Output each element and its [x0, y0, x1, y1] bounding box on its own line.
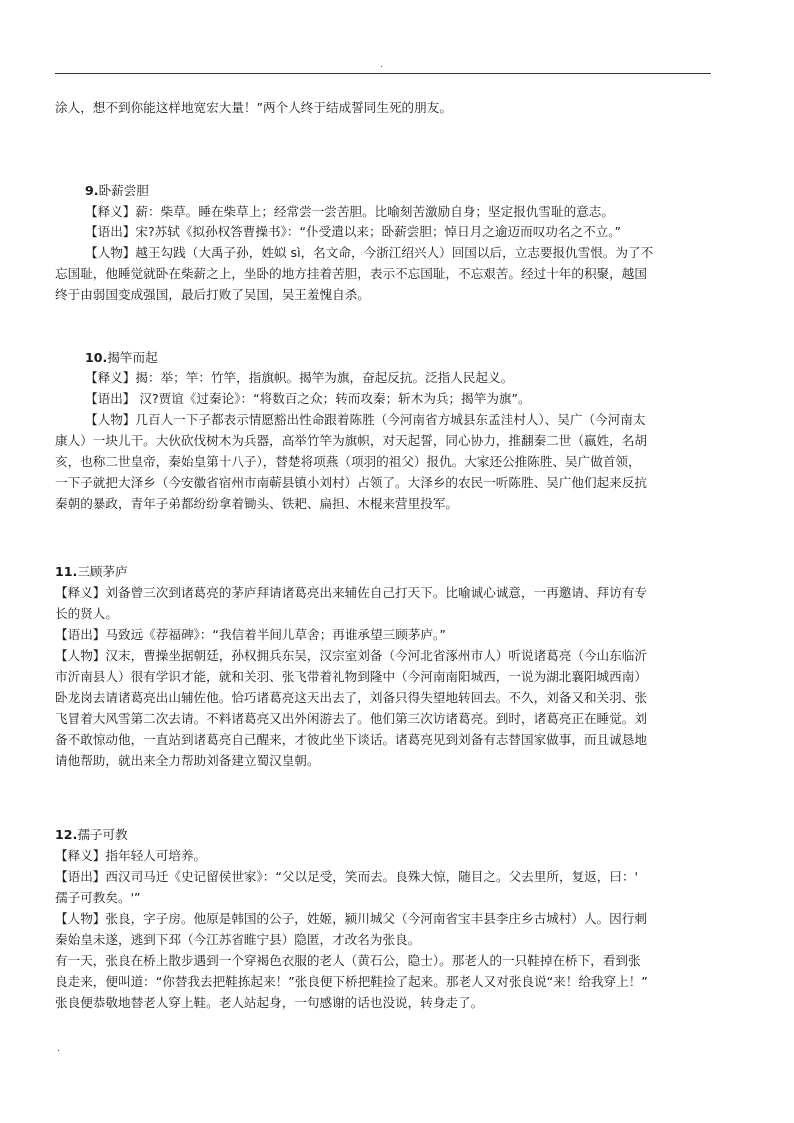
story-line: 有一天，张良在桥上散步遇到一个穿褐色衣服的老人（黄石公，隐士）。那老人的一只鞋掉在桥下，看到张	[55, 953, 641, 968]
story-line: 【人物】汉末，曹操坐据朝廷，孙权拥兵东吴，汉宗室刘备（今河北省涿州市人）听说诸葛亮（今山东临沂	[55, 648, 647, 663]
story-line: 【人物】张良，字子房。他原是韩国的公子，姓姬，颍川城父（今河南省宝丰县李庄乡古城村）人。因行刺	[55, 911, 647, 926]
story-line: 良走来，便叫道：“你替我去把鞋拣起来！”张良便下桥把鞋捡了起来。那老人又对张良说“来！给我穿上！”	[55, 974, 648, 989]
story-line: 市沂南县人）很有学识才能，就和关羽、张飞带着礼物到隆中（今河南南阳城西，一说为湖北襄阳城西南）	[55, 669, 647, 684]
section-title: 孺子可教	[77, 827, 128, 842]
story-line: 忘国耻，他睡觉就卧在柴薪之上，坐卧的地方挂着苦胆，表示不忘国耻，不忘艰苦。经过十年的积聚，越国	[55, 266, 647, 281]
section-title: 揭竿而起	[107, 350, 158, 365]
source-line: 【语出】 汉?贾谊《过秦论》：“将数百之众；转而攻秦；斩木为兵；揭竿为旗”。	[85, 391, 531, 406]
section-heading-9	[85, 182, 149, 200]
section-heading-11	[55, 563, 128, 581]
section-title: 卧薪尝胆	[98, 183, 149, 198]
story-line: 飞冒着大风雪第二次去请。不料诸葛亮又出外闲游去了。他们第三次访诸葛亮。到时，诸葛亮正在睡觉。刘	[55, 711, 647, 726]
source-line: 【语出】宋?苏轼《拟孙权答曹操书》：“仆受遣以来；卧薪尝胆；悼日月之逾迈而叹功名之不立。”	[85, 224, 622, 239]
source-line: 孺子可教矣。'”	[55, 890, 141, 905]
story-line: 秦朝的暴政，青年子弟都纷纷拿着锄头、铁耙、扁担、木棍来营里投军。	[55, 496, 458, 511]
section-number: 9.	[85, 183, 99, 198]
header-rule	[55, 73, 711, 74]
section-number: 10.	[85, 350, 108, 365]
story-line: 【人物】几百人一下子都表示情愿豁出性命跟着陈胜（今河南省方城县东孟洼村人）、吴广（今河南太	[85, 412, 646, 427]
section-title: 三顾茅庐	[77, 564, 128, 579]
definition-line: 【释义】刘备曾三次到诸葛亮的茅庐拜请诸葛亮出来辅佐自己打天下。比喻诚心诚意，一再邀请、拜访有专	[55, 585, 647, 600]
story-line: 张良便恭敬地替老人穿上鞋。老人站起身，一句感谢的话也没说，转身走了。	[55, 995, 484, 1010]
story-line: 秦始皇未遂，逃到下邳（今江苏省睢宁县）隐匿，才改名为张良。	[55, 932, 421, 947]
section-heading-12	[55, 826, 128, 844]
footer-dot: .	[57, 1043, 61, 1054]
paragraph-continuation: 涂人，想不到你能这样地宽宏大量！”两个人终于结成誓同生死的朋友。	[55, 100, 452, 115]
definition-line: 长的贤人。	[55, 606, 118, 621]
section-number: 12.	[55, 827, 78, 842]
header-dot: .	[380, 59, 384, 70]
story-line: 终于由弱国变成强国，最后打败了吴国，吴王羞愧自杀。	[55, 287, 370, 302]
story-line: 备不敢惊动他，一直站到诸葛亮自己醒来，才彼此坐下谈话。诸葛亮见到刘备有志替国家做事，而且诚恳地	[55, 732, 647, 747]
section-number: 11.	[55, 564, 78, 579]
story-line: 一下子就把大泽乡（今安徽省宿州市南蕲县镇小刘村）占领了。大泽乡的农民一听陈胜、吴广他们起来反抗	[55, 475, 647, 490]
source-line: 【语出】西汉司马迁《史记留侯世家》：“父以足受，笑而去。良殊大惊，随目之。父去里所，复返，曰：'	[55, 869, 638, 884]
definition-line: 【释义】揭：举；竿：竹竿，指旗帜。揭竿为旗，奋起反抗。泛指人民起义。	[85, 370, 514, 385]
source-line: 【语出】马致远《荐福碑》：“我信着半间儿草舍；再谁承望三顾茅庐。”	[55, 627, 446, 642]
definition-line: 【释义】指年轻人可培养。	[55, 848, 207, 863]
story-line: 亥，也称二世皇帝，秦始皇第十八子），替楚将项燕（项羽的祖父）报仇。大家还公推陈胜、吴广做首领，	[55, 454, 641, 469]
story-line: 【人物】越王勾践（大禹子孙，姓姒 sì，名文命，今浙江绍兴人）回国以后，立志要报仇雪恨。为了不	[85, 245, 654, 260]
definition-line: 【释义】薪：柴草。睡在柴草上；经常尝一尝苦胆。比喻刻苦激励自身；坚定报仇雪耻的意志。	[85, 204, 614, 219]
story-line: 康人）一块儿干。大伙砍伐树木为兵器，高举竹竿为旗帜，对天起誓，同心协力，推翻秦二世（嬴姓，名胡	[55, 433, 647, 448]
story-line: 卧龙岗去请诸葛亮出山辅佐他。恰巧诸葛亮这天出去了，刘备只得失望地转回去。不久，刘备又和关羽、张	[55, 690, 647, 705]
section-heading-10	[85, 349, 158, 367]
story-line: 请他帮助，就出来全力帮助刘备建立蜀汉皇朝。	[55, 753, 320, 768]
